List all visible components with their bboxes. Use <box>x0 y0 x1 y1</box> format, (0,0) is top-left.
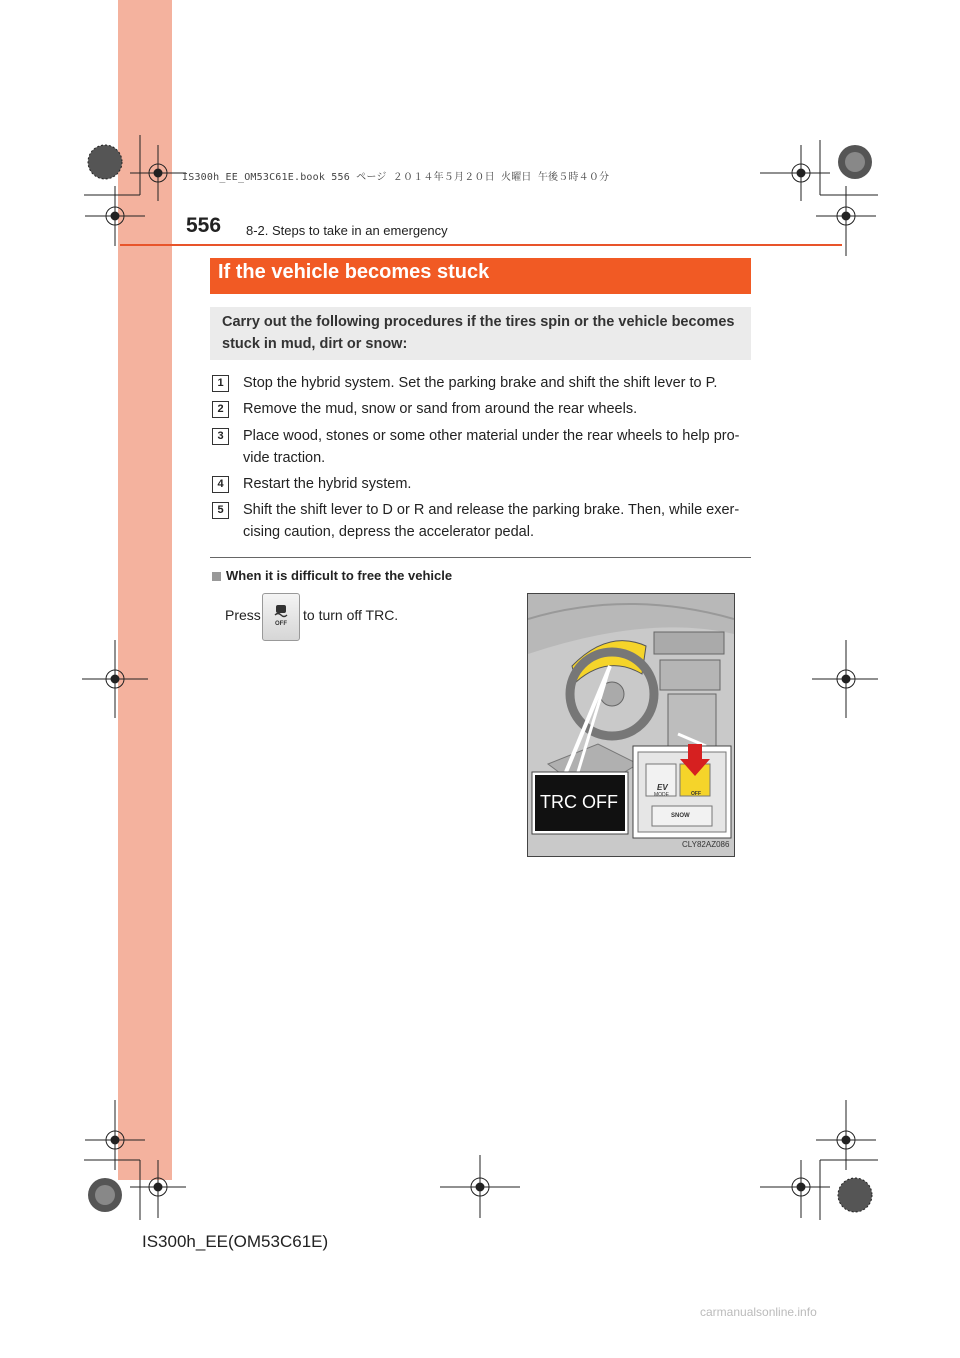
crosshair-icon <box>812 640 878 718</box>
footer-model: IS300h_EE(OM53C61E) <box>142 1232 329 1251</box>
header-rule <box>120 244 842 246</box>
trc-off-button-icon <box>262 593 300 641</box>
page-number: 556 <box>186 214 222 237</box>
step-text: Place wood, stones or some other material under the rear wheels to help pro-vide traction. <box>243 428 740 466</box>
step-number: 1 <box>212 375 229 392</box>
step-number: 5 <box>212 502 229 519</box>
press-text: Press <box>225 607 261 623</box>
intro-text: Carry out the following procedures if the tires spin or the vehicle becomes stuck in mud, dirt or snow: <box>222 314 735 352</box>
note-heading: When it is difficult to free the vehicle <box>226 568 453 583</box>
step-number: 4 <box>212 476 229 493</box>
ev-label: EV <box>657 783 668 792</box>
ev-mode-label: MODE <box>654 792 669 798</box>
crosshair-icon <box>82 640 148 718</box>
crosshair-icon <box>130 1160 186 1218</box>
section-divider <box>210 557 751 558</box>
crosshair-icon <box>440 1155 520 1218</box>
button-off-label: OFF <box>275 621 287 627</box>
trc-off-indicator-label: TRC OFF <box>540 792 618 812</box>
step-number: 3 <box>212 428 229 445</box>
color-wheel-icon <box>88 145 122 179</box>
file-header: IS300h_EE_OM53C61E.book 556 ページ ２０１４年５月２０日 火曜日 午後５時４０分 <box>182 172 610 183</box>
square-bullet-icon <box>212 572 221 581</box>
turn-off-text: to turn off TRC. <box>303 607 399 623</box>
illustration-code: CLY82AZ086 <box>682 840 730 849</box>
dashboard-drawing <box>528 594 734 856</box>
step-number: 2 <box>212 401 229 418</box>
snow-label: SNOW <box>671 813 690 819</box>
section-heading: 8-2. Steps to take in an emergency <box>246 223 448 238</box>
step-text: Stop the hybrid system. Set the parking brake and shift the shift lever to P. <box>243 375 718 391</box>
dashboard-illustration <box>527 593 735 857</box>
page-title: If the vehicle becomes stuck <box>218 261 490 283</box>
color-wheel-icon <box>838 145 872 179</box>
color-wheel-icon <box>838 1178 872 1212</box>
crosshair-icon <box>130 145 186 201</box>
step-text: Shift the shift lever to D or R and release the parking brake. Then, while exer-cising caution, depress the accelerator pedal. <box>243 502 740 540</box>
inset-off-label: OFF <box>691 791 701 797</box>
step-text: Restart the hybrid system. <box>243 476 412 492</box>
watermark: carmanualsonline.info <box>700 1305 817 1319</box>
car-skid-icon <box>273 603 289 619</box>
step-text: Remove the mud, snow or sand from around the rear wheels. <box>243 401 638 417</box>
color-wheel-icon <box>88 1178 122 1212</box>
